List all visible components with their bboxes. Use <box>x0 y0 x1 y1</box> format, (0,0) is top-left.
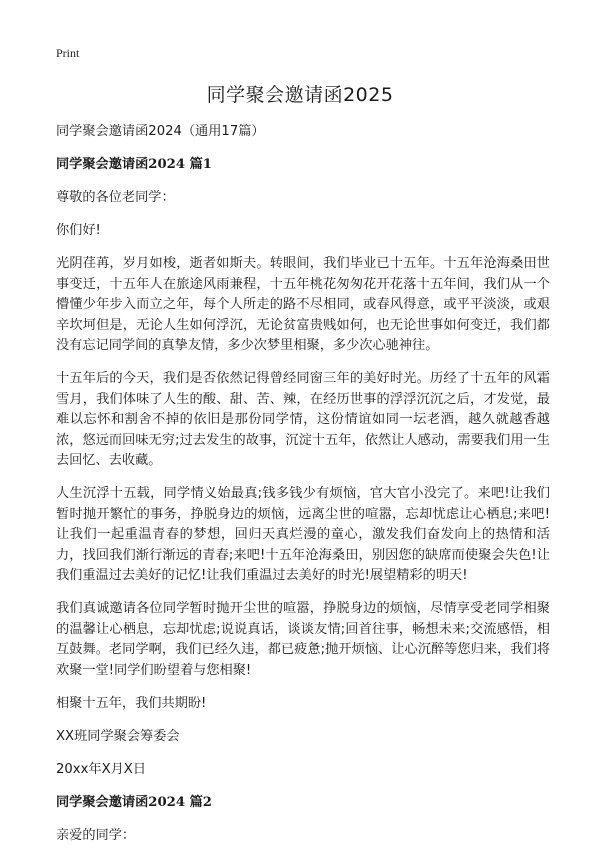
document-title: 同学聚会邀请函2025 <box>206 84 394 106</box>
section-heading-1: 同学聚会邀请函2024 篇1 <box>56 157 212 172</box>
date-line: 20xx年X月X日 <box>56 761 147 777</box>
paragraph: 光阴荏苒，岁月如梭，逝者如斯夫。转眼间，我们毕业已十五年。十五年沧海桑田世事变迁，十五年人在旅途风雨兼程，十五年桃花匆匆花开花落十五年间，我们从一个懵懂少年步入而立之年，每个人所走的路不尽相同，或春风得意，或平平淡淡，或艰辛坎坷但是，无论人生如何浮沉，无论贫富贵贱如何，也无论世事如何变迁，我们都没有忘记同学间的真挚友情，多少次梦里相聚，多少次心驰神往。 <box>56 256 550 353</box>
signature: XX班同学聚会筹委会 <box>56 728 180 744</box>
closing-line: 相聚十五年，我们共期盼! <box>56 695 207 711</box>
greeting: 你们好! <box>56 223 101 238</box>
paragraph: 十五年后的今天，我们是否依然记得曾经同窗三年的美好时光。历经了十五年的风霜雪月，我们体味了人生的酸、甜、苦、辣，在经历世事的浮浮沉沉之后，才发觉，最难以忘怀和割舍不掉的依旧是那份同学情，这份情谊如同一坛老酒，越久就越香越浓，悠远而回味无穷;过去发生的故事，沉淀十五年，依然让人感动，需要我们用一生去回忆、去收藏。 <box>56 371 550 468</box>
document-subtitle: 同学聚会邀请函2024（通用17篇） <box>56 124 265 139</box>
paragraph: 人生沉浮十五载，同学情义始最真;钱多钱少有烦恼，官大官小没完了。来吧!让我们暂时抛开繁忙的事务，挣脱身边的烦恼，远离尘世的喧嚣，忘却忧虑让心栖息;来吧!让我们一起重温青春的梦想，回归天真烂漫的童心，激发我们奋发向上的热情和活力，找回我们渐行渐远的青春;来吧!十五年沧海桑田，别因您的缺席而使聚会失色!让我们重温过去美好的记忆!让我们重温过去美好的时光!展望精彩的明天! <box>56 486 550 583</box>
document-body <box>56 122 550 859</box>
print-link[interactable]: Print <box>56 46 80 60</box>
paragraph: 我们真诚邀请各位同学暂时抛开尘世的喧嚣，挣脱身边的烦恼，尽情享受老同学相聚的温馨让心栖息，忘却忧虑;说说真话，谈谈友情;回首往事，畅想未来;交流感悟，相互鼓舞。老同学啊，我们已经久违，都已疲惫;抛开烦恼、让心沉醉等您归来，我们将欢聚一堂!同学们盼望着与您相聚! <box>56 601 550 678</box>
salutation: 尊敬的各位老同学： <box>56 190 175 205</box>
section-heading-2: 同学聚会邀请函2024 篇2 <box>56 794 212 810</box>
salutation-2: 亲爱的同学： <box>56 827 136 843</box>
